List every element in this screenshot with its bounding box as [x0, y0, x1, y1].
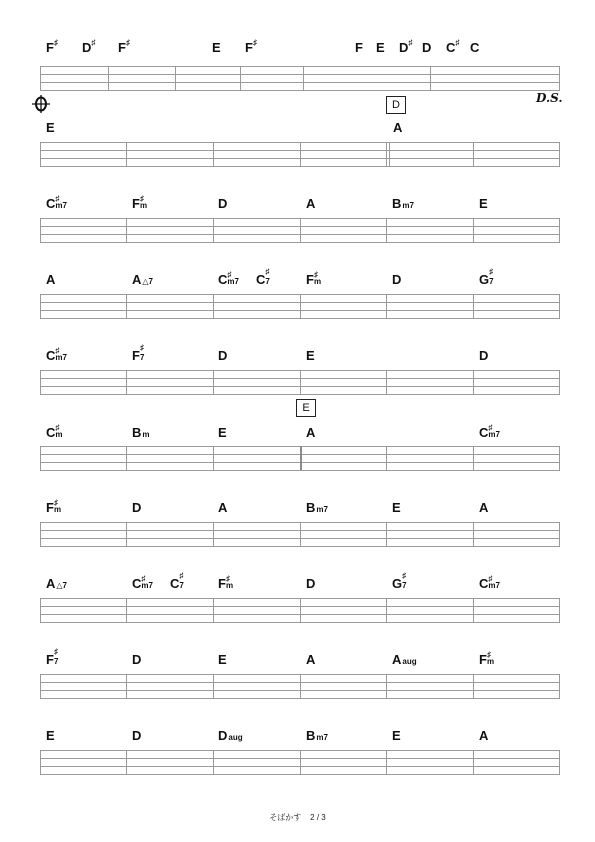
chord-quality: 7 — [265, 277, 270, 286]
chord-root: E — [212, 40, 221, 55]
chord-root: F — [306, 272, 314, 287]
chord-root: A — [306, 652, 316, 667]
chord-symbol — [132, 194, 148, 213]
staff-line — [40, 698, 560, 699]
chord-root: C — [170, 576, 180, 591]
barline — [386, 218, 387, 242]
chord-symbol — [170, 571, 185, 593]
barline — [40, 370, 41, 394]
chord-root: C — [479, 425, 489, 440]
barline — [40, 294, 41, 318]
chord-symbol — [479, 349, 488, 363]
barline — [126, 142, 127, 166]
chord-symbol — [46, 38, 58, 57]
chord-symbol — [470, 41, 479, 55]
chord-symbol — [46, 647, 60, 669]
chord-root: A — [479, 500, 489, 515]
chord-root: E — [392, 728, 401, 743]
chord-symbol — [132, 501, 141, 515]
chord-symbol — [306, 349, 315, 363]
chord-root: D — [218, 348, 228, 363]
chord-root: C — [46, 196, 56, 211]
barline — [213, 522, 214, 546]
chord-symbol — [399, 38, 413, 57]
chord-symbol — [218, 574, 234, 593]
staff-line — [40, 74, 560, 75]
barline — [473, 446, 474, 470]
chord-root: G — [479, 272, 490, 287]
chord-symbol — [306, 729, 328, 745]
staff-line — [40, 622, 560, 623]
chord-symbol — [376, 41, 385, 55]
barline — [300, 598, 301, 622]
sharp-accidental: ♯ — [252, 38, 257, 47]
chord-root: A — [218, 500, 228, 515]
chord-symbol — [306, 577, 315, 591]
chord-root: C — [46, 425, 56, 440]
barline — [240, 66, 241, 90]
chord-root: E — [392, 500, 401, 515]
chord-quality: m7 — [55, 353, 67, 362]
chord-root: C — [256, 272, 266, 287]
barline — [473, 142, 474, 166]
chord-root: D — [132, 652, 142, 667]
staff-system — [40, 66, 560, 90]
staff-line — [40, 90, 560, 91]
chord-root: D — [392, 272, 402, 287]
barline — [559, 750, 560, 774]
barline — [213, 446, 214, 470]
staff-line — [40, 166, 560, 167]
barline — [126, 674, 127, 698]
barline — [213, 750, 214, 774]
sharp-accidental: ♯ — [53, 498, 58, 507]
chord-symbol — [392, 653, 417, 669]
chord-root: C — [446, 40, 456, 55]
barline — [40, 598, 41, 622]
chord-quality: 7 — [402, 581, 407, 590]
chord-root: F — [46, 40, 54, 55]
chord-quality: m — [55, 430, 63, 439]
chord-quality: m7 — [316, 505, 328, 514]
barline — [213, 370, 214, 394]
chord-root: C — [470, 40, 480, 55]
barline — [559, 294, 560, 318]
chord-root: E — [218, 652, 227, 667]
chord-symbol — [218, 426, 227, 440]
chord-symbol — [479, 501, 488, 515]
barline — [126, 598, 127, 622]
chord-quality: m7 — [402, 201, 414, 210]
sharp-accidental: ♯ — [53, 647, 58, 656]
staff-system — [40, 522, 560, 546]
rehearsal-mark-d: D — [386, 96, 406, 114]
barline — [40, 66, 41, 90]
barline — [559, 142, 560, 166]
chord-root: D — [422, 40, 432, 55]
chord-symbol — [393, 121, 402, 135]
chord-symbol — [212, 41, 221, 55]
chord-root: C — [132, 576, 142, 591]
staff-line — [40, 82, 560, 83]
chord-symbol — [392, 273, 401, 287]
barline — [300, 294, 301, 318]
chord-root: A — [306, 425, 316, 440]
barline — [473, 598, 474, 622]
coda-sign-icon — [32, 95, 50, 113]
chord-symbol — [46, 121, 55, 135]
barline — [559, 66, 560, 90]
chord-symbol — [46, 194, 67, 213]
chord-symbol — [355, 41, 363, 55]
sharp-accidental: ♯ — [227, 270, 232, 279]
barline — [300, 370, 301, 394]
chord-symbol — [479, 197, 488, 211]
chord-symbol — [132, 653, 141, 667]
chord-symbol — [46, 577, 67, 593]
barline — [126, 218, 127, 242]
chord-root: B — [132, 425, 142, 440]
barline — [40, 674, 41, 698]
chord-quality: m7 — [55, 201, 67, 210]
chord-root: C — [218, 272, 228, 287]
barline — [559, 522, 560, 546]
chord-quality: m — [142, 430, 150, 439]
barline — [40, 142, 41, 166]
barline — [175, 66, 176, 90]
barline — [126, 750, 127, 774]
chord-root: A — [132, 272, 142, 287]
staff-line — [40, 66, 560, 67]
barline — [300, 522, 301, 546]
barline — [386, 370, 387, 394]
barline — [473, 370, 474, 394]
chord-root: A — [46, 576, 56, 591]
chord-symbol — [479, 650, 495, 669]
barline — [386, 598, 387, 622]
barline — [300, 142, 301, 166]
chord-quality: aug — [228, 733, 243, 742]
staff-line — [40, 470, 560, 471]
chord-root: B — [306, 728, 316, 743]
barline — [40, 446, 41, 470]
page-footer — [0, 812, 595, 823]
barline — [126, 446, 127, 470]
chord-symbol — [392, 197, 414, 213]
sharp-accidental: ♯ — [488, 574, 493, 583]
chord-symbol — [306, 426, 315, 440]
sharp-accidental: ♯ — [265, 267, 270, 276]
sharp-accidental: ♯ — [179, 571, 184, 580]
chord-symbol — [46, 423, 63, 442]
chord-root: F — [355, 40, 363, 55]
chord-root: E — [218, 425, 227, 440]
chord-root: F — [132, 196, 140, 211]
barline — [108, 66, 109, 90]
chord-quality: m — [225, 581, 234, 590]
chord-root: G — [392, 576, 403, 591]
chord-root: A — [46, 272, 56, 287]
chord-root: D — [399, 40, 409, 55]
barline — [40, 218, 41, 242]
barline — [213, 674, 214, 698]
sharp-accidental: ♯ — [488, 423, 493, 432]
chord-symbol — [392, 571, 408, 593]
rehearsal-mark-e: E — [296, 399, 316, 417]
chord-symbol — [306, 501, 328, 517]
chord-symbol — [218, 729, 243, 745]
chord-symbol — [479, 729, 488, 743]
staff-line — [40, 546, 560, 547]
chord-quality: m — [53, 505, 62, 514]
chord-quality: m7 — [488, 581, 500, 590]
sharp-accidental: ♯ — [486, 650, 491, 659]
chord-symbol — [82, 38, 96, 57]
chord-symbol — [118, 38, 130, 57]
chord-root: F — [46, 652, 54, 667]
barline — [386, 142, 390, 166]
chord-root: F — [245, 40, 253, 55]
chord-root: D — [218, 196, 228, 211]
sharp-accidental: ♯ — [53, 38, 58, 47]
sharp-accidental: ♯ — [225, 574, 230, 583]
chord-symbol — [46, 273, 55, 287]
chord-symbol — [306, 270, 322, 289]
sharp-accidental: ♯ — [125, 38, 130, 47]
chord-symbol — [46, 498, 62, 517]
barline — [559, 674, 560, 698]
chord-root: D — [132, 500, 142, 515]
chord-root: D — [479, 348, 489, 363]
chord-root: F — [479, 652, 487, 667]
barline — [126, 522, 127, 546]
barline — [386, 294, 387, 318]
chord-quality: m7 — [316, 733, 328, 742]
page-number: 2 / 3 — [310, 813, 326, 822]
chord-root: D — [306, 576, 316, 591]
chord-root: B — [392, 196, 402, 211]
chord-root: F — [218, 576, 226, 591]
chord-root: D — [82, 40, 92, 55]
chord-symbol — [392, 501, 401, 515]
chord-root: A — [306, 196, 316, 211]
chord-symbol — [446, 38, 460, 57]
chord-symbol — [46, 346, 67, 365]
chord-quality: 7 — [179, 581, 184, 590]
barline — [386, 750, 387, 774]
barline — [559, 446, 560, 470]
sharp-accidental: ♯ — [402, 571, 407, 580]
staff-line — [40, 242, 560, 243]
chord-symbol — [245, 38, 257, 57]
barline — [473, 218, 474, 242]
sharp-accidental: ♯ — [455, 38, 460, 47]
sharp-accidental: ♯ — [313, 270, 318, 279]
chord-root: E — [46, 120, 55, 135]
chord-root: F — [132, 348, 140, 363]
chord-symbol — [306, 653, 315, 667]
chord-symbol — [422, 41, 431, 55]
chord-symbol — [132, 729, 141, 743]
barline — [559, 370, 560, 394]
chord-root: E — [376, 40, 385, 55]
staff-system — [40, 370, 560, 394]
barline — [300, 750, 301, 774]
barline — [473, 294, 474, 318]
chord-root: C — [46, 348, 56, 363]
chord-root: E — [479, 196, 488, 211]
chord-root: D — [218, 728, 228, 743]
chord-symbol — [218, 197, 227, 211]
chord-symbol — [218, 653, 227, 667]
barline — [473, 522, 474, 546]
chord-root: F — [118, 40, 126, 55]
staff-line — [40, 318, 560, 319]
sharp-accidental: ♯ — [91, 38, 96, 47]
chord-symbol — [479, 267, 495, 289]
chord-quality: m7 — [227, 277, 239, 286]
staff-system — [40, 598, 560, 622]
chord-quality: 7 — [139, 353, 145, 362]
barline — [473, 750, 474, 774]
sharp-accidental: ♯ — [139, 343, 144, 352]
chord-quality: △7 — [56, 581, 67, 590]
barline — [386, 674, 387, 698]
chord-quality: m7 — [488, 430, 500, 439]
staff-line — [40, 774, 560, 775]
chord-quality: m7 — [141, 581, 153, 590]
chord-quality: m — [139, 201, 148, 210]
staff-system — [40, 750, 560, 774]
barline — [40, 750, 41, 774]
barline — [386, 522, 387, 546]
barline — [213, 142, 214, 166]
chord-root: E — [46, 728, 55, 743]
chord-quality: △7 — [142, 277, 153, 286]
dal-segno-marking: D.S. — [536, 91, 563, 105]
chord-symbol — [132, 273, 153, 289]
staff-system — [40, 294, 560, 318]
chord-symbol — [132, 343, 146, 365]
chord-symbol — [306, 197, 315, 211]
barline — [300, 218, 301, 242]
chord-root: B — [306, 500, 316, 515]
barline — [213, 598, 214, 622]
chord-root: E — [306, 348, 315, 363]
barline — [126, 294, 127, 318]
chord-symbol — [218, 349, 227, 363]
sharp-accidental: ♯ — [139, 194, 144, 203]
chord-symbol — [132, 426, 150, 442]
staff-system — [40, 446, 560, 470]
sharp-accidental: ♯ — [55, 194, 60, 203]
chord-quality: m — [486, 657, 495, 666]
chord-symbol — [479, 423, 500, 442]
barline — [559, 598, 560, 622]
chord-quality: 7 — [489, 277, 494, 286]
song-title: そばかす — [269, 813, 302, 822]
chord-quality: aug — [402, 657, 417, 666]
chord-quality: 7 — [53, 657, 59, 666]
chord-symbol — [46, 729, 55, 743]
barline — [303, 66, 304, 90]
barline — [386, 446, 387, 470]
chord-symbol — [392, 729, 401, 743]
staff-system — [40, 218, 560, 242]
chord-quality: m — [313, 277, 322, 286]
sharp-accidental: ♯ — [489, 267, 494, 276]
chord-root: A — [479, 728, 489, 743]
sharp-accidental: ♯ — [408, 38, 413, 47]
barline — [213, 294, 214, 318]
sharp-accidental: ♯ — [55, 346, 60, 355]
barline — [300, 446, 302, 470]
chord-symbol — [132, 574, 153, 593]
barline — [430, 66, 431, 90]
chord-symbol — [479, 574, 500, 593]
chord-root: F — [46, 500, 54, 515]
barline — [40, 522, 41, 546]
barline — [213, 218, 214, 242]
sharp-accidental: ♯ — [141, 574, 146, 583]
chord-root: A — [393, 120, 403, 135]
staff-line — [40, 394, 560, 395]
chord-symbol — [218, 501, 227, 515]
sharp-accidental: ♯ — [55, 423, 60, 432]
chord-root: A — [392, 652, 402, 667]
barline — [126, 370, 127, 394]
barline — [473, 674, 474, 698]
barline — [300, 674, 301, 698]
staff-system — [40, 674, 560, 698]
chord-symbol — [218, 270, 239, 289]
chord-root: C — [479, 576, 489, 591]
chord-symbol — [256, 267, 271, 289]
chord-root: D — [132, 728, 142, 743]
staff-system — [40, 142, 560, 166]
barline — [559, 218, 560, 242]
